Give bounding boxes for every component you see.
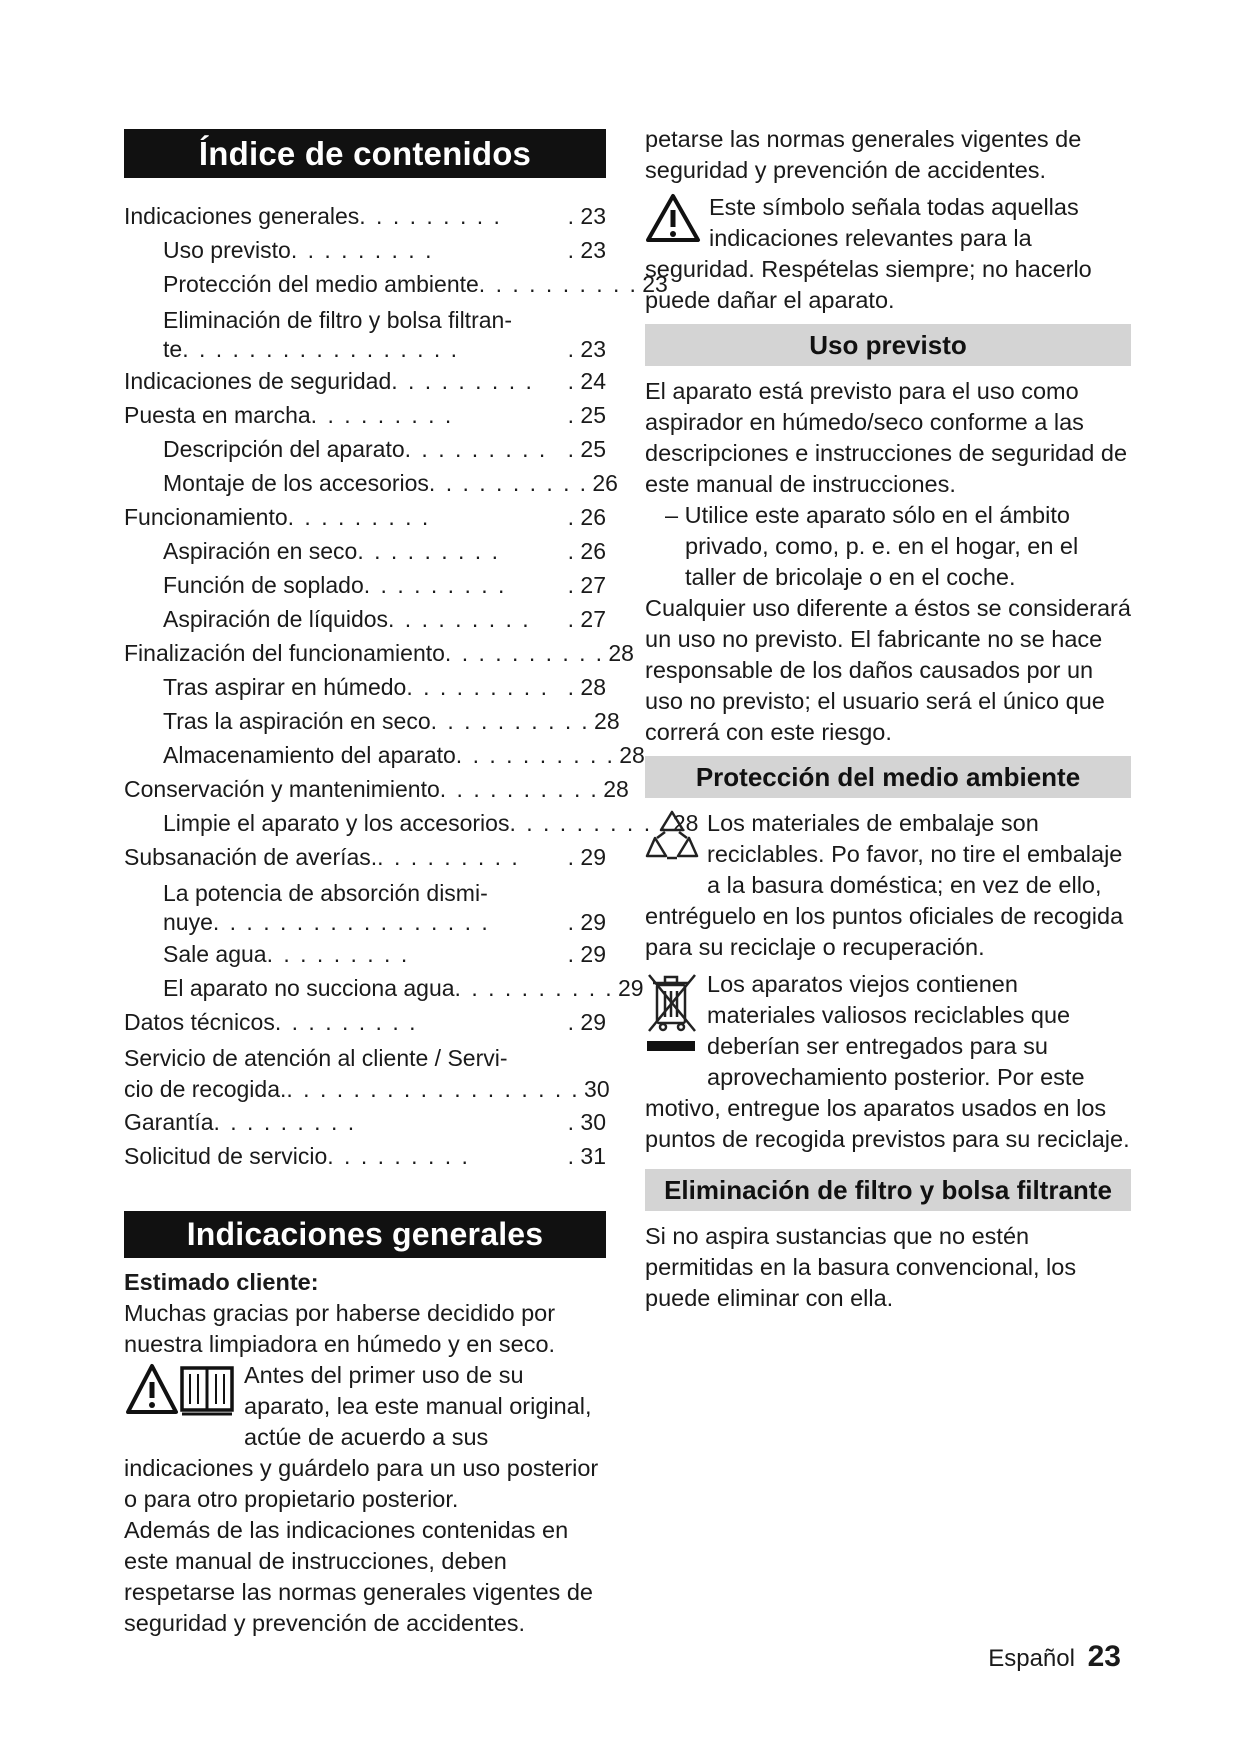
toc-entry[interactable] xyxy=(124,704,620,738)
dot-leader: . . . . . . . . . xyxy=(290,237,434,263)
toc-entry-label: Funcionamiento xyxy=(124,504,288,530)
dot-leader: . . . . . . . . . . . . . . . . . xyxy=(182,336,460,362)
toc-entry-page: . 29 xyxy=(605,975,644,1001)
toc-entry-page: . 23 xyxy=(567,336,606,362)
toc-entry-page: . 28 xyxy=(606,742,645,768)
toc-entry-label: Descripción del aparato xyxy=(163,436,405,462)
toc-entry-label: Protección del medio ambiente xyxy=(163,271,479,297)
toc-entry[interactable] xyxy=(124,534,606,568)
use-section xyxy=(645,376,1131,748)
dot-leader: . . . . . . . . . xyxy=(310,402,454,428)
dot-leader: . . . . . . . . . xyxy=(428,470,572,496)
toc-entry[interactable] xyxy=(124,267,668,301)
general-paragraph-3-continued: petarse las normas generales vigentes de seguridad y prevención de accidentes. xyxy=(645,126,1082,183)
toc-entry[interactable] xyxy=(124,602,606,636)
toc-entry-label: Tras la aspiración en seco xyxy=(163,708,431,734)
dot-leader: . . . . . . . . . xyxy=(444,640,588,666)
toc-entry-label: Servicio de atención al cliente / Servi- xyxy=(124,1045,508,1071)
toc-entry-label-continued: cio de recogida. xyxy=(124,1076,287,1102)
toc-entry-label: Uso previsto xyxy=(163,237,291,263)
dot-leader: . . . . . . . . . . . . . . . . . xyxy=(212,909,490,935)
toc-entry-label: Finalización del funcionamiento xyxy=(124,640,445,666)
toc-entry-label: El aparato no succiona agua xyxy=(163,975,455,1001)
toc-entry-page: . 25 xyxy=(567,402,606,428)
dot-leader: . . . . . . . . . xyxy=(363,572,507,598)
toc-entry-page: . 23 xyxy=(567,237,606,263)
toc-entry-label: Subsanación de averías. xyxy=(124,844,378,870)
dot-leader: . . . . . . . . . xyxy=(430,708,574,734)
dot-leader: . . . . . . . . . xyxy=(327,1143,470,1169)
toc-entry-label: Eliminación de filtro y bolsa filtran- xyxy=(163,307,512,333)
general-section-continued xyxy=(645,124,1131,316)
toc-entry-page: . 29 xyxy=(567,1009,606,1035)
toc-entry[interactable] xyxy=(124,1139,606,1173)
use-list-item: – Utilice este aparato sólo en el ámbito privado, como, p. e. en el hogar, en el taller de bricolaje o en el coche. xyxy=(665,502,1079,590)
toc-entry-page: . 30 xyxy=(567,1109,606,1135)
crossed-bin-icon xyxy=(645,969,699,1063)
toc-entry[interactable] xyxy=(124,306,606,335)
dot-leader: . . . . . . . . . xyxy=(478,271,622,297)
toc-entry-label: Solicitud de servicio xyxy=(124,1143,328,1169)
recycle-icon xyxy=(645,808,699,874)
toc-entry-label: Tras aspirar en húmedo xyxy=(163,674,407,700)
table-of-contents xyxy=(124,199,699,1173)
env-paragraph-2: Los aparatos viejos contienen materiales valiosos reciclables que deberían ser entregados para su aprovechamiento posterior. Por este motivo, entregue los aparatos usados en los puntos de recogida previstos para su reciclaje. xyxy=(645,971,1130,1152)
toc-entry-page: . 23 xyxy=(629,271,668,297)
dot-leader: . . . . . . . . . xyxy=(391,368,534,394)
use-paragraph-2: Cualquier uso diferente a éstos se considerará un uso no previsto. El fabricante no se hace responsable de los daños causados por un uso no previsto; el usuario será el único que correrá con este riesgo. xyxy=(645,595,1131,745)
toc-entry-label-continued: nuye xyxy=(163,909,213,935)
warning-icon xyxy=(645,192,701,252)
toc-entry-label-continued: te xyxy=(163,336,183,362)
toc-entry-label: Indicaciones generales xyxy=(124,203,360,229)
toc-entry-continuation[interactable] xyxy=(124,908,606,937)
toc-entry[interactable] xyxy=(124,500,606,534)
filter-paragraph: Si no aspira sustancias que no estén permitidas en la basura convencional, los puede eliminar con ella. xyxy=(645,1223,1077,1311)
toc-entry[interactable] xyxy=(124,199,606,233)
toc-entry-page: . 29 xyxy=(567,844,606,870)
toc-entry[interactable] xyxy=(124,670,606,704)
toc-entry-page: . 27 xyxy=(567,572,606,598)
toc-entry[interactable] xyxy=(124,568,606,602)
toc-entry[interactable] xyxy=(124,432,606,466)
dot-leader: . . . . . . . . . xyxy=(404,436,548,462)
toc-entry-label: Puesta en marcha xyxy=(124,402,311,428)
toc-entry-label: Garantía xyxy=(124,1109,214,1135)
toc-entry-page: . 26 xyxy=(567,538,606,564)
toc-entry-continuation[interactable] xyxy=(124,335,606,364)
dot-leader: . . . . . . . . . xyxy=(439,776,583,802)
general-section xyxy=(124,1267,606,1636)
toc-entry[interactable] xyxy=(124,971,644,1005)
toc-entry[interactable] xyxy=(124,1005,606,1039)
toc-entry-label: Indicaciones de seguridad xyxy=(124,368,392,394)
use-paragraph-1: El aparato está previsto para el uso como aspirador en húmedo/seco conforme a las descripciones e instrucciones de seguridad de este manual de instrucciones. xyxy=(645,378,1128,497)
filter-title: Eliminación de filtro y bolsa filtrante xyxy=(645,1169,1131,1211)
dot-leader: . . . . . . . . . xyxy=(359,203,502,229)
toc-entry-label: Limpie el aparato y los accesorios xyxy=(163,810,510,836)
toc-entry-continuation[interactable] xyxy=(124,1073,610,1105)
toc-entry[interactable] xyxy=(124,233,606,267)
page-footer xyxy=(988,1640,1121,1674)
toc-entry-page: . 29 xyxy=(567,909,606,935)
toc-entry-page: . 28 xyxy=(590,776,629,802)
dot-leader: . . . . . . . . . . . . . . . . . xyxy=(286,1076,564,1102)
general-title: Indicaciones generales xyxy=(124,1211,606,1258)
greeting: Estimado cliente: xyxy=(124,1269,319,1295)
toc-entry-page: . 24 xyxy=(567,368,606,394)
dot-leader: . . . . . . . . . xyxy=(287,504,431,530)
toc-entry[interactable] xyxy=(124,937,606,971)
toc-entry[interactable] xyxy=(124,806,699,840)
dot-leader: . . . . . . . . . xyxy=(455,742,599,768)
toc-entry-label: Función de soplado xyxy=(163,572,364,598)
toc-entry-page: . 30 xyxy=(571,1076,610,1102)
safety-symbol-paragraph: Este símbolo señala todas aquellas indicaciones relevantes para la seguridad. Respételas siempre; no hacerlo puede dañar el aparato. xyxy=(645,194,1092,313)
toc-entry-page: . 23 xyxy=(567,203,606,229)
toc-entry-label: La potencia de absorción dismi- xyxy=(163,880,488,906)
toc-entry[interactable] xyxy=(124,398,606,432)
dot-leader: . . . . . . . . . xyxy=(388,606,531,632)
footer-language: Español xyxy=(988,1645,1075,1672)
env-paragraph-1: Los materiales de embalaje son reciclables. Po favor, no tire el embalaje a la basura doméstica; en vez de ello, entréguelo en los puntos oficiales de recogida para su reciclaje o recuperación. xyxy=(645,810,1124,960)
general-paragraph-2: Antes del primer uso de su aparato, lea este manual original, actúe de acuerdo a sus indicaciones y guárdelo para un uso posterior o para otro propietario posterior. xyxy=(124,1362,599,1512)
toc-entry-page: . 26 xyxy=(567,504,606,530)
general-paragraph-3: Además de las indicaciones contenidas en este manual de instrucciones, deben respetarse las normas generales vigentes de seguridad y prevención de accidentes. xyxy=(124,1517,593,1636)
toc-entry-page: . 28 xyxy=(595,640,634,666)
dot-leader: . . . . . . . . . xyxy=(509,810,653,836)
toc-entry[interactable] xyxy=(124,364,606,398)
dot-leader: . . . . . . . . . xyxy=(357,538,500,564)
toc-entry-page: . 29 xyxy=(567,941,606,967)
toc-entry-page: . 28 xyxy=(567,674,606,700)
toc-entry-label: Conservación y mantenimiento xyxy=(124,776,440,802)
env-section xyxy=(645,808,1131,1155)
toc-entry-page: . 31 xyxy=(567,1143,606,1169)
toc-entry-page: . 27 xyxy=(567,606,606,632)
left-column xyxy=(124,129,699,1636)
dot-leader: . . . . . . . . . xyxy=(454,975,598,1001)
page-number: 23 xyxy=(1087,1640,1121,1673)
dot-leader: . . . . . . . . . xyxy=(274,1009,418,1035)
general-paragraph-1: Muchas gracias por haberse decidido por nuestra limpiadora en húmedo y en seco. xyxy=(124,1300,556,1357)
toc-entry[interactable] xyxy=(124,879,606,908)
dot-leader: . . . . . . . . . xyxy=(377,844,520,870)
warning-manual-icon xyxy=(124,1360,236,1428)
toc-entry[interactable] xyxy=(124,466,618,500)
toc-entry-label: Almacenamiento del aparato xyxy=(163,742,456,768)
toc-entry-page: . 26 xyxy=(579,470,618,496)
toc-entry[interactable] xyxy=(124,636,634,670)
toc-entry-label: Aspiración en seco xyxy=(163,538,358,564)
toc-entry[interactable] xyxy=(124,772,629,806)
toc-entry[interactable] xyxy=(124,738,645,772)
toc-entry[interactable] xyxy=(124,1105,606,1139)
toc-entry-page: . 28 xyxy=(581,708,620,734)
dot-leader: . . . . . . . . . xyxy=(213,1109,357,1135)
env-title: Protección del medio ambiente xyxy=(645,756,1131,798)
toc-entry-page: . 28 xyxy=(660,810,699,836)
toc-entry-label: Sale agua xyxy=(163,941,267,967)
dot-leader: . . . . . . . . . xyxy=(266,941,410,967)
right-column xyxy=(645,124,1131,1314)
toc-entry-label: Montaje de los accesorios xyxy=(163,470,429,496)
dot-leader: . . . . . . . . . xyxy=(406,674,549,700)
toc-entry-label: Aspiración de líquidos xyxy=(163,606,389,632)
toc-entry-page: . 25 xyxy=(567,436,606,462)
toc-entry[interactable] xyxy=(124,1044,606,1073)
filter-section xyxy=(645,1221,1131,1314)
toc-entry-label: Datos técnicos xyxy=(124,1009,275,1035)
use-title: Uso previsto xyxy=(645,324,1131,366)
toc-entry[interactable] xyxy=(124,840,606,874)
toc-title: Índice de contenidos xyxy=(124,129,606,178)
